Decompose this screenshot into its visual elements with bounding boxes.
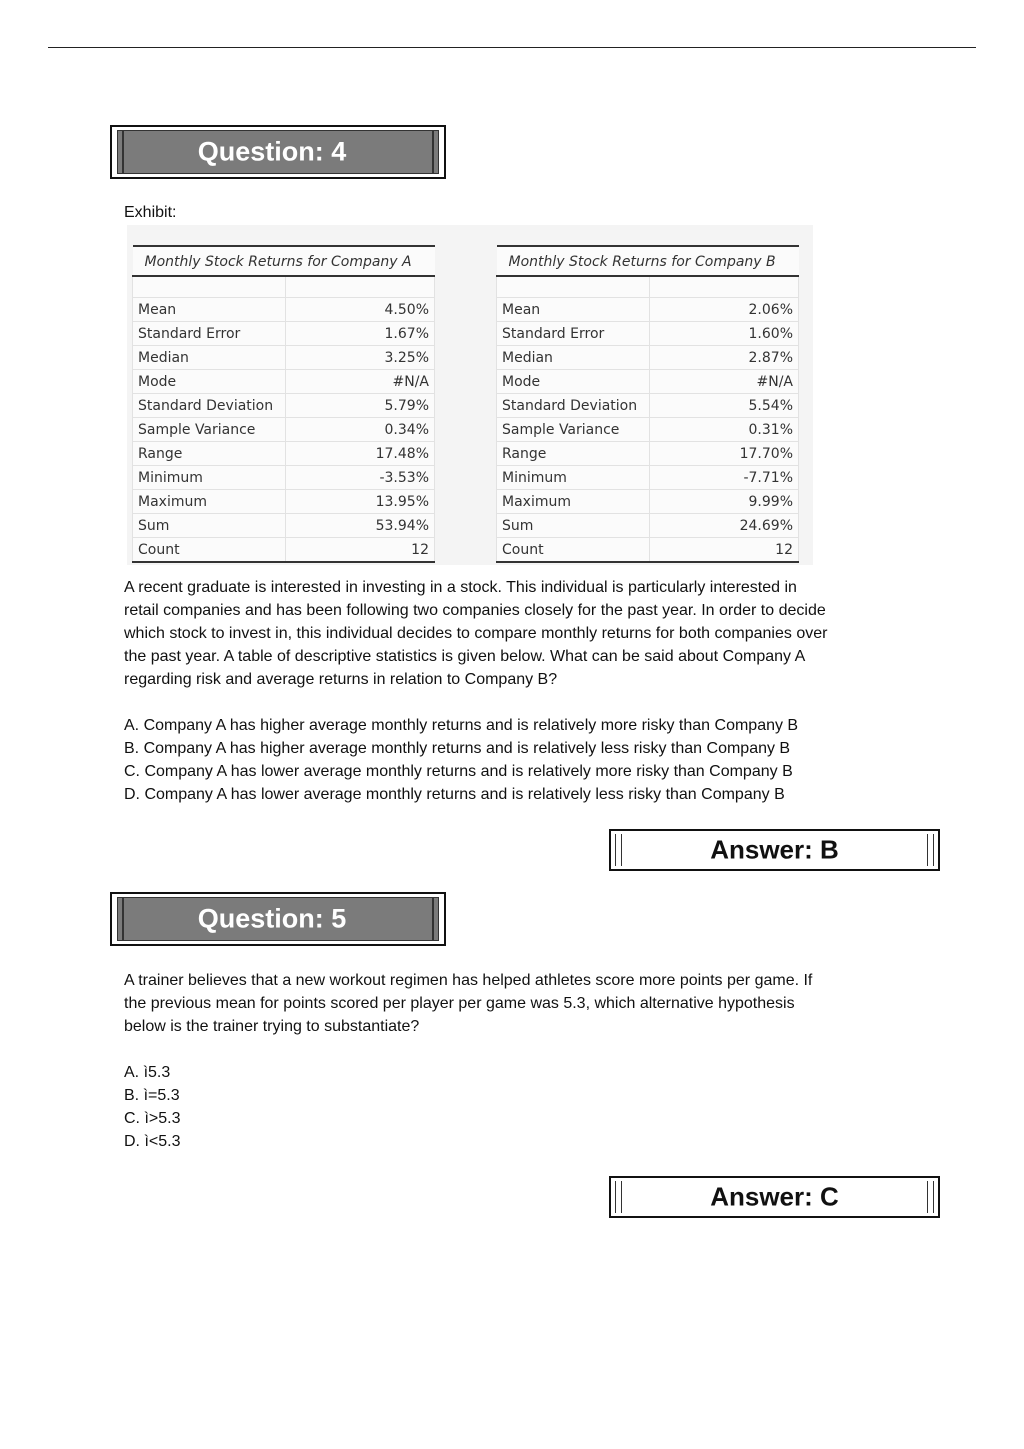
table-row: Standard Error 1.60% bbox=[497, 322, 799, 346]
question-5-text: A trainer believes that a new workout regimen has helped athletes score more points per game. If the previous mean for points scored per player per game was 5.3, which alternative hypothesis below is the trainer trying to substantiate? bbox=[124, 972, 813, 1035]
table-row: Count 12 bbox=[133, 538, 435, 563]
table-row: Standard Error 1.67% bbox=[133, 322, 435, 346]
option-b: B. Company A has higher average monthly returns and is relatively less risky than Company B bbox=[124, 740, 791, 757]
option-b: B. ì=5.3 bbox=[124, 1087, 180, 1104]
exhibit-label: Exhibit: bbox=[124, 204, 177, 221]
table-b-title: Monthly Stock Returns for Company B bbox=[497, 246, 799, 276]
question-4-answer bbox=[609, 829, 940, 871]
header-rule bbox=[48, 47, 976, 48]
table-row: Range 17.70% bbox=[497, 442, 799, 466]
table-company-b bbox=[496, 245, 799, 563]
table-a-title: Monthly Stock Returns for Company A bbox=[133, 246, 435, 276]
question-5-title: Question: 5 bbox=[197, 903, 347, 934]
option-c: C. ì>5.3 bbox=[124, 1110, 181, 1127]
option-d: D. Company A has lower average monthly returns and is relatively less risky than Company B bbox=[124, 786, 785, 803]
option-a: A. Company A has higher average monthly returns and is relatively more risky than Company B bbox=[124, 717, 799, 734]
table-row: Count 12 bbox=[497, 538, 799, 563]
table-row: Mean 4.50% bbox=[133, 298, 435, 322]
table-row: Sum 53.94% bbox=[133, 514, 435, 538]
table-row: Median 3.25% bbox=[133, 346, 435, 370]
question-5-options bbox=[124, 1061, 180, 1153]
table-row: Mode #N/A bbox=[133, 370, 435, 394]
answer-label: Answer: C bbox=[710, 1181, 839, 1212]
option-a: A. ì5.3 bbox=[124, 1064, 171, 1081]
table-row: Maximum 13.95% bbox=[133, 490, 435, 514]
table-row: Maximum 9.99% bbox=[497, 490, 799, 514]
question-5-answer bbox=[609, 1176, 940, 1218]
answer-label: Answer: B bbox=[710, 834, 839, 865]
table-row: Standard Deviation 5.54% bbox=[497, 394, 799, 418]
table-row: Mode #N/A bbox=[497, 370, 799, 394]
table-row: Sample Variance 0.34% bbox=[133, 418, 435, 442]
table-row: Median 2.87% bbox=[497, 346, 799, 370]
table-row: Minimum -7.71% bbox=[497, 466, 799, 490]
question-5-header bbox=[110, 892, 446, 946]
question-4-text: A recent graduate is interested in investing in a stock. This individual is particularly interested in retail companies and has been following two companies closely for the past year. In order to decide which stock to invest in, this individual decides to compare monthly returns for both companies over the past year. A table of descriptive statistics is given below. What can be said about Company A regarding risk and average returns in relation to Company B? bbox=[124, 579, 828, 688]
table-row: Standard Deviation 5.79% bbox=[133, 394, 435, 418]
exhibit-image bbox=[127, 225, 813, 565]
table-row: Minimum -3.53% bbox=[133, 466, 435, 490]
table-row: Sample Variance 0.31% bbox=[497, 418, 799, 442]
question-4-options bbox=[124, 714, 798, 806]
table-company-a bbox=[132, 245, 435, 563]
table-row: Sum 24.69% bbox=[497, 514, 799, 538]
table-row: Range 17.48% bbox=[133, 442, 435, 466]
question-4-title: Question: 4 bbox=[197, 136, 347, 167]
question-4-header bbox=[110, 125, 446, 179]
option-d: D. ì<5.3 bbox=[124, 1133, 181, 1150]
table-row: Mean 2.06% bbox=[497, 298, 799, 322]
option-c: C. Company A has lower average monthly returns and is relatively more risky than Company B bbox=[124, 763, 793, 780]
